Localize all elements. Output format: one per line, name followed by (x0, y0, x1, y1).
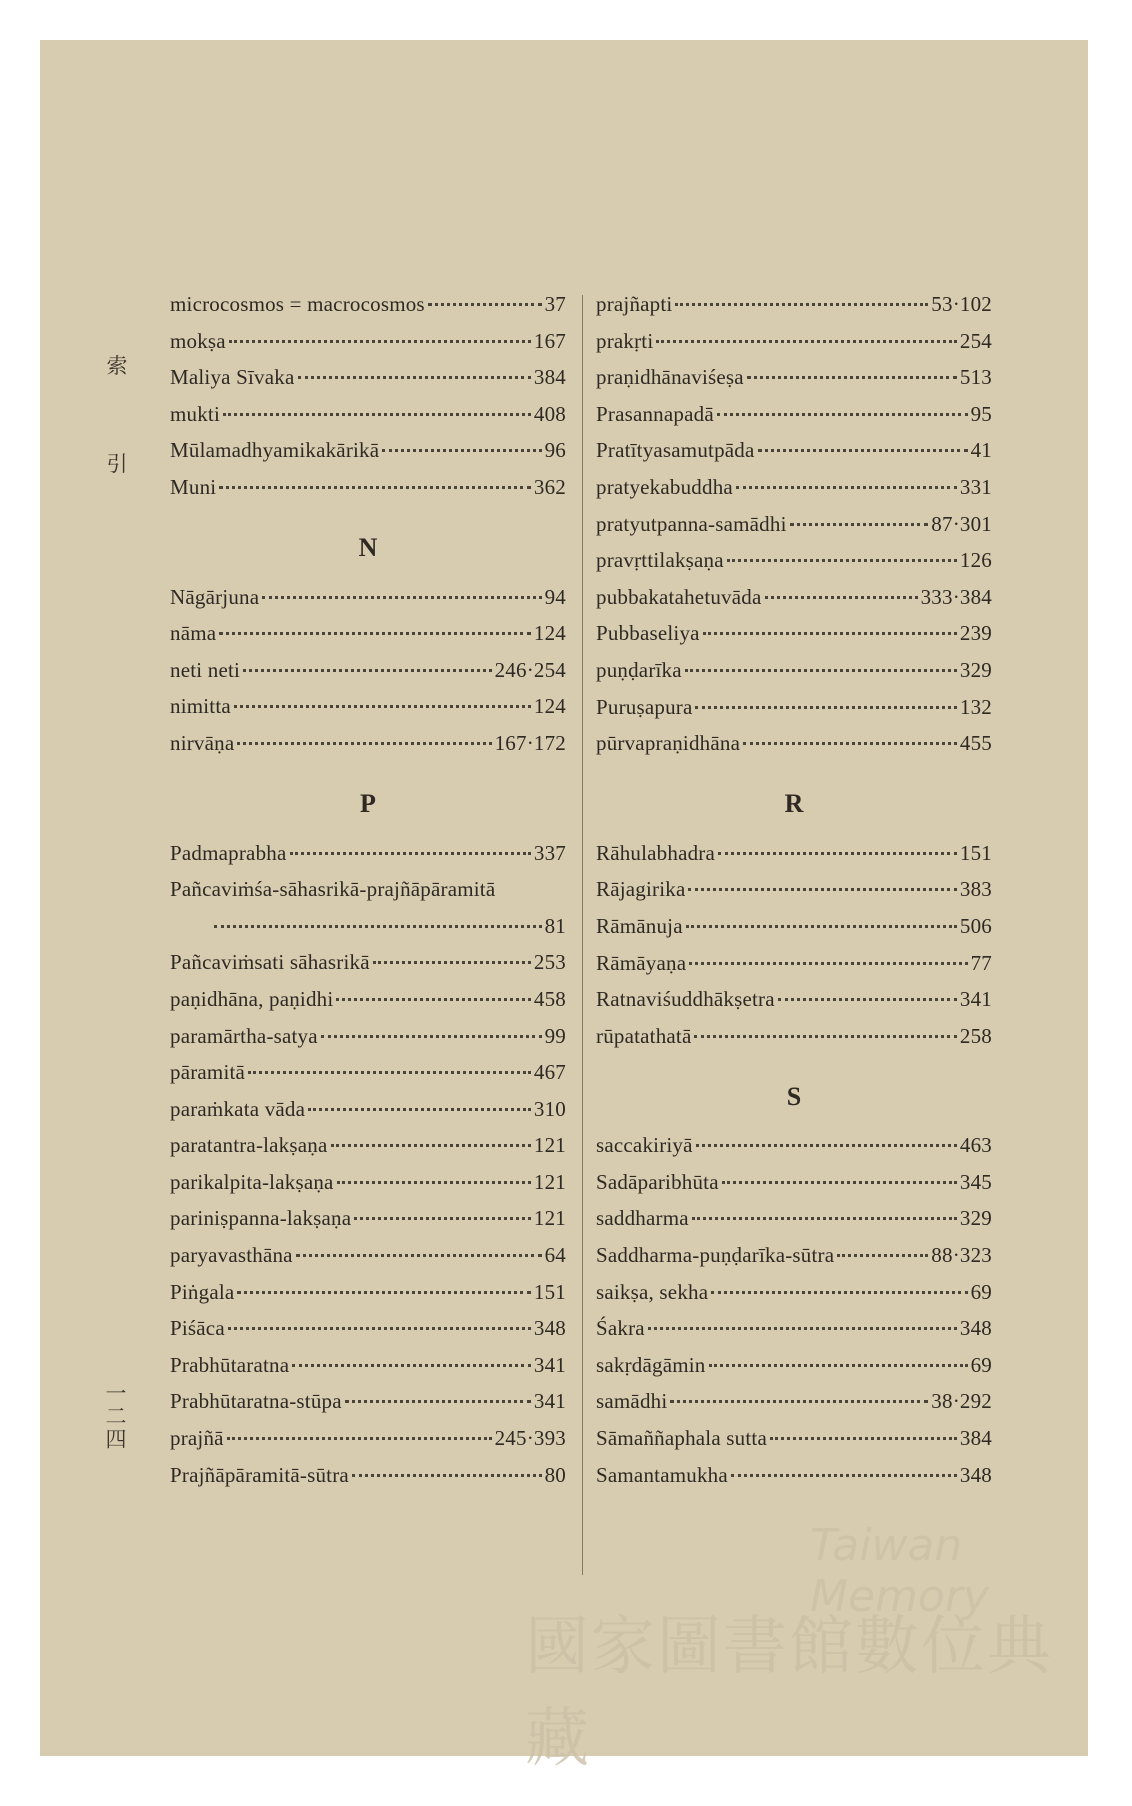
index-term: Piṅgala (170, 1279, 235, 1304)
dot-leader (248, 1071, 531, 1074)
index-entry (596, 292, 992, 329)
index-term: paraṁkata vāda (170, 1096, 306, 1121)
dot-leader (345, 1400, 531, 1403)
dot-leader (352, 1474, 542, 1477)
index-page-ref: 333·384 (920, 584, 992, 609)
index-term: Rāhulabhadra (596, 840, 716, 865)
index-term: nimitta (170, 694, 231, 719)
index-term: microcosmos = macrocosmos (170, 292, 425, 316)
index-term: Rājagirika (596, 877, 686, 902)
index-term: puṇḍarīka (596, 657, 682, 682)
index-entry (170, 402, 566, 439)
index-term: Padmaprabha (170, 840, 287, 865)
index-term: neti neti (170, 657, 241, 682)
index-entry (596, 951, 992, 988)
index-term: Pañcaviṁsati sāhasrikā (170, 950, 370, 975)
index-entry (596, 841, 992, 878)
index-entry (170, 877, 566, 914)
index-page-ref: 151 (533, 1279, 566, 1304)
dot-leader (692, 1217, 957, 1220)
dot-leader (656, 340, 957, 343)
dot-leader (219, 486, 531, 489)
index-page-ref: 455 (959, 731, 992, 756)
index-term: Pañcaviṁśa-sāhasrikā-prajñāpāramitā (170, 877, 496, 902)
index-entry (170, 950, 566, 987)
index-entry (596, 987, 992, 1024)
dot-leader (790, 523, 929, 526)
index-page-ref: 77 (970, 950, 992, 975)
index-page-ref: 383 (959, 877, 992, 902)
index-page-ref: 124 (533, 694, 566, 719)
dot-leader (731, 1474, 957, 1477)
index-page-ref: 345 (959, 1169, 992, 1194)
index-entry (170, 438, 566, 475)
dot-leader (331, 1144, 531, 1147)
index-page-ref: 239 (959, 621, 992, 646)
dot-leader (722, 1181, 957, 1184)
index-term: Sadāparibhūta (596, 1169, 719, 1194)
index-term: saddharma (596, 1206, 689, 1231)
index-entry (170, 1353, 566, 1390)
index-term: mokṣa (170, 328, 226, 353)
margin-index-char-1: 索 (106, 354, 128, 378)
index-term: Prajñāpāramitā-sūtra (170, 1462, 349, 1487)
index-entry (596, 329, 992, 366)
index-page-ref: 87·301 (931, 511, 992, 536)
dot-leader (675, 303, 928, 306)
index-term: saccakiriyā (596, 1133, 693, 1158)
index-entry (170, 731, 566, 768)
section-heading-s: S (786, 1081, 802, 1111)
index-term: Ratnaviśuddhākṣetra (596, 987, 775, 1012)
index-term: Nāgārjuna (170, 584, 260, 609)
dot-leader (298, 376, 531, 379)
index-page-ref: 384 (533, 365, 566, 390)
index-entry (170, 621, 566, 658)
index-page-ref: 41 (970, 438, 992, 463)
index-group-r (596, 841, 992, 1061)
index-entry (170, 1243, 566, 1280)
index-entry (170, 1097, 566, 1134)
index-page-ref: 121 (533, 1169, 566, 1194)
index-page-ref: 37 (544, 292, 566, 316)
dot-leader (717, 413, 968, 416)
index-term: Pubbaseliya (596, 621, 700, 646)
index-term: Rāmāyaṇa (596, 950, 687, 975)
index-page-ref: 408 (533, 401, 566, 426)
index-entry (596, 877, 992, 914)
dot-leader (736, 486, 957, 489)
index-page-ref: 121 (533, 1133, 566, 1158)
index-group-m (170, 292, 566, 512)
index-term: pravṛttilakṣaṇa (596, 548, 724, 573)
dot-leader (727, 559, 957, 562)
index-term: paramārtha-satya (170, 1023, 318, 1048)
index-page-ref: 38·292 (931, 1389, 992, 1414)
index-entry (170, 694, 566, 731)
index-term: pratyutpanna-samādhi (596, 511, 787, 536)
index-entry (170, 292, 566, 329)
index-entry (170, 841, 566, 878)
dot-leader (237, 742, 491, 745)
index-term: Piśāca (170, 1316, 225, 1341)
index-page-ref: 513 (959, 365, 992, 390)
index-page-ref: 329 (959, 657, 992, 682)
index-entry (170, 329, 566, 366)
index-page-ref: 64 (544, 1243, 566, 1268)
index-term: mukti (170, 401, 221, 426)
dot-leader (758, 449, 968, 452)
index-entry (596, 695, 992, 732)
index-entry (170, 365, 566, 402)
index-entry (170, 1060, 566, 1097)
index-page-ref: 121 (533, 1206, 566, 1231)
dot-leader (686, 925, 957, 928)
index-page-ref: 362 (533, 474, 566, 499)
index-page-ref: 348 (959, 1316, 992, 1341)
index-page-ref: 69 (970, 1352, 992, 1377)
index-term: Śakra (596, 1316, 645, 1341)
dot-leader (262, 596, 541, 599)
index-page-ref: 329 (959, 1206, 992, 1231)
index-entry (170, 1133, 566, 1170)
dot-leader (765, 596, 918, 599)
dot-leader (837, 1254, 928, 1257)
index-term: Prabhūtaratna-stūpa (170, 1389, 342, 1414)
index-term: Sāmaññaphala sutta (596, 1426, 767, 1451)
index-group-p (170, 841, 566, 1500)
dot-leader (747, 376, 957, 379)
index-term: sakṛdāgāmin (596, 1352, 706, 1377)
index-term: prakṛti (596, 328, 654, 353)
index-term: rūpatathatā (596, 1023, 692, 1048)
dot-leader (648, 1327, 957, 1330)
index-entry (596, 1280, 992, 1317)
dot-leader (237, 1291, 531, 1294)
index-term: prajñapti (596, 292, 673, 316)
index-term: pratyekabuddha (596, 474, 733, 499)
index-term: Prabhūtaratna (170, 1352, 290, 1377)
dot-leader (243, 669, 492, 672)
index-term: nirvāṇa (170, 730, 235, 755)
index-entry (170, 1463, 566, 1500)
index-page-ref: 96 (544, 438, 566, 463)
index-page-ref: 458 (533, 986, 566, 1011)
index-term: Samantamukha (596, 1462, 728, 1487)
index-group-s (596, 1133, 992, 1499)
dot-leader (770, 1437, 957, 1440)
dot-leader (228, 1327, 531, 1330)
index-term: Maliya Sīvaka (170, 365, 295, 390)
index-entry (596, 1316, 992, 1353)
dot-leader (428, 303, 542, 306)
index-term: pariniṣpanna-lakṣaṇa (170, 1206, 352, 1231)
index-term: samādhi (596, 1389, 668, 1414)
index-page-ref: 348 (533, 1316, 566, 1341)
dot-leader (703, 632, 957, 635)
index-entry (170, 658, 566, 695)
dot-leader (214, 925, 542, 928)
index-page-ref: 341 (533, 1352, 566, 1377)
index-page-ref: 99 (544, 1023, 566, 1048)
dot-leader (696, 1144, 957, 1147)
left-column (170, 292, 566, 1499)
index-page-ref: 467 (533, 1060, 566, 1085)
index-entry (596, 402, 992, 439)
index-entry (170, 585, 566, 622)
index-term: Pratītyasamutpāda (596, 438, 755, 463)
index-entry (596, 438, 992, 475)
index-entry (596, 1024, 992, 1061)
index-entry (596, 548, 992, 585)
dot-leader (219, 632, 531, 635)
index-entry (596, 1170, 992, 1207)
dot-leader (321, 1035, 542, 1038)
index-page-ref: 341 (959, 987, 992, 1012)
dot-leader (292, 1364, 531, 1367)
dot-leader (694, 1035, 956, 1038)
index-page-ref: 258 (959, 1023, 992, 1048)
index-entry (170, 1389, 566, 1426)
right-column (596, 292, 992, 1499)
index-term: paṇidhāna, paṇidhi (170, 986, 334, 1011)
index-term: paryavasthāna (170, 1243, 293, 1268)
dot-leader (689, 962, 967, 965)
index-term: prajñā (170, 1426, 224, 1451)
dot-leader (711, 1291, 967, 1294)
dot-leader (670, 1400, 928, 1403)
index-page-ref: 167·172 (494, 730, 566, 755)
index-page-ref: 88·323 (931, 1243, 992, 1268)
index-entry (596, 1389, 992, 1426)
index-entry (596, 512, 992, 549)
dot-leader (308, 1108, 531, 1111)
index-entry (596, 658, 992, 695)
index-term: Prasannapadā (596, 401, 714, 426)
index-entry (596, 1353, 992, 1390)
column-divider (582, 295, 583, 1575)
index-page-ref: 151 (959, 840, 992, 865)
dot-leader (718, 852, 957, 855)
index-page-ref: 81 (544, 913, 566, 938)
section-heading-n: N (358, 533, 378, 563)
index-entry (596, 475, 992, 512)
index-entry (596, 585, 992, 622)
index-page-ref: 80 (544, 1462, 566, 1487)
index-entry (596, 1206, 992, 1243)
index-page-ref: 69 (970, 1279, 992, 1304)
index-page-ref: 253 (533, 950, 566, 975)
index-term: Puruṣapura (596, 694, 693, 719)
index-term: parikalpita-lakṣaṇa (170, 1169, 334, 1194)
index-entry (596, 1243, 992, 1280)
index-page-ref: 254 (959, 328, 992, 353)
index-entry (596, 1426, 992, 1463)
index-page-ref: 310 (533, 1096, 566, 1121)
index-page-ref: 95 (970, 401, 992, 426)
index-page-ref: 348 (959, 1462, 992, 1487)
index-page-ref: 337 (533, 840, 566, 865)
index-entry (170, 1206, 566, 1243)
index-page-ref: 341 (533, 1389, 566, 1414)
index-term: nāma (170, 621, 217, 646)
index-group-p-cont (596, 292, 992, 768)
index-page-ref: 167 (533, 328, 566, 353)
index-entry (170, 987, 566, 1024)
index-term: Muni (170, 474, 217, 499)
index-page-ref: 132 (959, 694, 992, 719)
index-term: Rāmānuja (596, 913, 683, 938)
dot-leader (373, 961, 531, 964)
index-page-ref: 126 (959, 548, 992, 573)
index-page-ref: 331 (959, 474, 992, 499)
index-term: Mūlamadhyamikakārikā (170, 438, 380, 463)
dot-leader (354, 1217, 531, 1220)
section-heading-r: R (784, 789, 804, 819)
index-entry (170, 914, 566, 951)
index-term: Saddharma-puṇḍarīka-sūtra (596, 1243, 835, 1268)
index-entry (170, 1024, 566, 1061)
watermark-cn: 國家圖書館數位典藏 (525, 1610, 1053, 1776)
dot-leader (229, 340, 531, 343)
dot-leader (290, 852, 531, 855)
index-entry (596, 1133, 992, 1170)
index-entry (596, 914, 992, 951)
dot-leader (382, 449, 541, 452)
dot-leader (234, 705, 531, 708)
dot-leader (695, 706, 956, 709)
index-term: saikṣa, sekha (596, 1279, 709, 1304)
index-page-ref: 245·393 (494, 1426, 566, 1451)
index-page-ref: 506 (959, 913, 992, 938)
dot-leader (223, 413, 531, 416)
index-page-ref: 246·254 (494, 657, 566, 682)
page-number: 一二四 (103, 1382, 127, 1451)
index-entry (170, 1170, 566, 1207)
index-page-ref: 463 (959, 1133, 992, 1158)
index-entry (596, 1463, 992, 1500)
index-entry (170, 475, 566, 512)
index-entry (596, 731, 992, 768)
dot-leader (296, 1254, 542, 1257)
index-term: praṇidhānaviśeṣa (596, 365, 744, 390)
dot-leader (688, 888, 956, 891)
dot-leader (337, 1181, 531, 1184)
dot-leader (336, 998, 531, 1001)
index-entry (170, 1426, 566, 1463)
index-page-ref: 53·102 (931, 292, 992, 316)
watermark-en: Taiwan Memory (810, 1520, 989, 1622)
dot-leader (685, 669, 957, 672)
index-page (40, 40, 1088, 1776)
index-term: paratantra-lakṣaṇa (170, 1133, 328, 1158)
index-entry (170, 1316, 566, 1353)
index-group-n (170, 585, 566, 768)
index-entry (596, 621, 992, 658)
index-page-ref: 384 (959, 1426, 992, 1451)
index-term: pāramitā (170, 1060, 246, 1085)
dot-leader (743, 742, 957, 745)
index-page-ref: 124 (533, 621, 566, 646)
index-entry (596, 365, 992, 402)
index-term: pubbakatahetuvāda (596, 584, 762, 609)
section-heading-p: P (360, 789, 376, 819)
index-entry (170, 1280, 566, 1317)
margin-index-char-2: 引 (106, 452, 128, 476)
index-page-ref: 94 (544, 584, 566, 609)
dot-leader (778, 998, 957, 1001)
dot-leader (227, 1437, 492, 1440)
index-term: pūrvapraṇidhāna (596, 731, 741, 756)
dot-leader (709, 1364, 968, 1367)
